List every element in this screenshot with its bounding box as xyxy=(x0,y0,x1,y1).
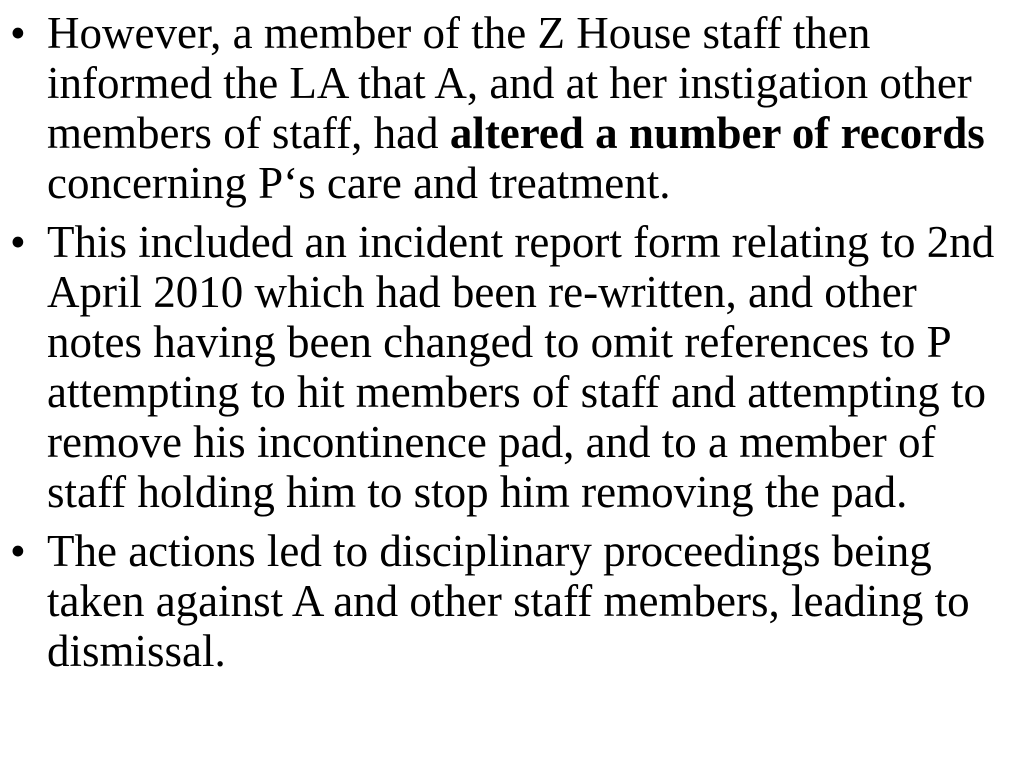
bullet-dot-icon: • xyxy=(10,8,26,58)
bullet-item xyxy=(10,217,1010,517)
bullet-text-segment: concerning P‘s care and treatment. xyxy=(47,158,671,208)
bullet-text-segment: This included an incident report form relating to 2nd April 2010 which had been re-written, and other notes having been changed to omit references to P attempting to hit members of staff and attempting to remove his incontinence pad, and to a member of staff holding him to stop him removing the pad. xyxy=(47,217,995,517)
bullet-text-segment: However, a member of the Z House staff then informed the LA that A, and at her instigation other members of staff, had xyxy=(47,8,972,158)
bullet-dot-icon: • xyxy=(10,217,26,267)
bullet-item xyxy=(10,526,1010,676)
bullet-text-segment-bold: altered a number of records xyxy=(449,108,985,158)
bullet-text-segment: The actions led to disciplinary proceedings being taken against A and other staff members, leading to dismissal. xyxy=(47,526,970,676)
bullet-item xyxy=(10,8,1010,208)
bullet-dot-icon: • xyxy=(10,526,26,576)
bullet-list xyxy=(10,8,1010,676)
